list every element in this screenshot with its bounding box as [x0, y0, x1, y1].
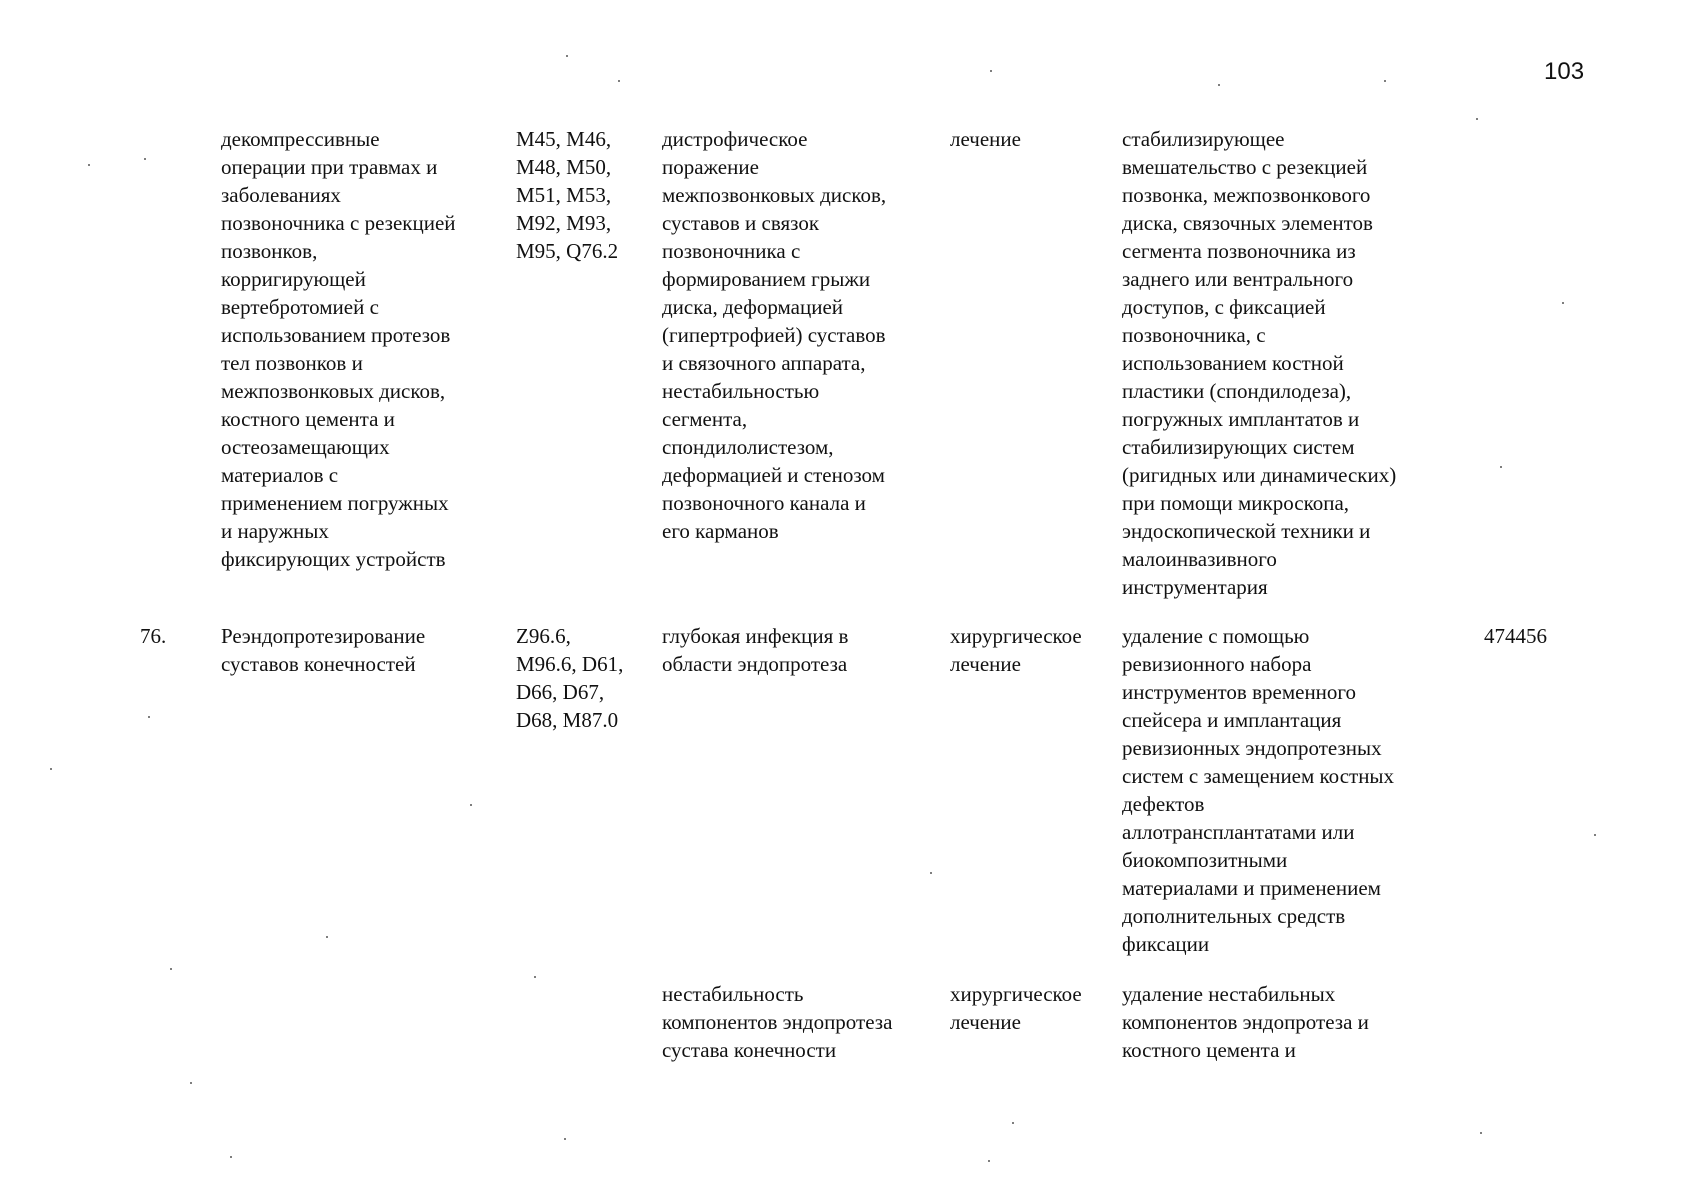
- scan-speck: [1012, 1122, 1014, 1124]
- scan-speck: [564, 1138, 566, 1140]
- scan-speck: [566, 55, 568, 57]
- icd-codes: M45, M46, M48, M50, M51, M53, M92, M93, M95, Q76.2: [516, 127, 619, 263]
- scan-speck: [1562, 302, 1564, 304]
- patient-model: дистрофическое поражение межпозвонковых дисков, суставов и связок позвоночника с формированием грыжи диска, деформацией (гипертрофией) суставов и связочного аппарата, нестабильностью сегмента, спондилолистезом, деформацией и стенозом позвоночного канала и его карманов: [662, 127, 887, 543]
- page-number: 103: [1544, 58, 1585, 85]
- treatment-method: удаление нестабильных компонентов эндопротеза и костного цемента и: [1122, 982, 1369, 1062]
- scan-speck: [170, 968, 172, 970]
- scan-speck: [148, 716, 150, 718]
- scan-speck: [1218, 84, 1220, 86]
- scan-speck: [326, 936, 328, 938]
- scan-speck: [534, 976, 536, 978]
- scan-speck: [930, 872, 932, 874]
- scan-speck: [50, 768, 52, 770]
- scan-speck: [1476, 118, 1478, 120]
- patient-model: нестабильность компонентов эндопротеза сустава конечности: [662, 982, 893, 1062]
- scan-speck: [230, 1156, 232, 1158]
- scan-speck: [1500, 466, 1502, 468]
- scan-speck: [1594, 834, 1596, 836]
- scan-speck: [990, 70, 992, 72]
- scan-speck: [618, 80, 620, 82]
- scan-speck: [190, 1082, 192, 1084]
- cost-value: 474456: [1484, 624, 1547, 648]
- scan-speck: [988, 1160, 990, 1162]
- treatment-method: стабилизирующее вмешательство с резекцией позвонка, межпозвонкового диска, связочных элементов сегмента позвоночника из заднего или вентрального доступов, с фиксацией позвоночника, с использованием костной пластики (спондилодеза), погружных имплантатов и стабилизирующих систем (ригидных или динамических) при помощи микроскопа, эндоскопической техники и малоинвазивного инструментария: [1122, 127, 1397, 599]
- treatment-type: лечение: [950, 127, 1021, 151]
- intervention-name: Реэндопротезирование суставов конечностей: [221, 624, 426, 676]
- treatment-type: хирургическое лечение: [950, 982, 1082, 1034]
- scan-speck: [1480, 1132, 1482, 1134]
- intervention-name: декомпрессивные операции при травмах и заболеваниях позвоночника с резекцией позвонков, корригирующей вертебротомией с использованием протезов тел позвонков и межпозвонковых дисков, костного цемента и остеозамещающих материалов с применением погружных и наружных фиксирующих устройств: [221, 127, 456, 571]
- scan-speck: [470, 804, 472, 806]
- row-number: 76.: [140, 624, 167, 648]
- scan-speck: [88, 164, 90, 166]
- treatment-type: хирургическое лечение: [950, 624, 1082, 676]
- treatment-method: удаление с помощью ревизионного набора инструментов временного спейсера и имплантация ревизионных эндопротезных систем с замещением костных дефектов аллотрансплантатами или биокомпозитными материалами и применением дополнительных средств фиксации: [1122, 624, 1395, 956]
- icd-codes: Z96.6, M96.6, D61, D66, D67, D68, M87.0: [516, 624, 624, 732]
- patient-model: глубокая инфекция в области эндопротеза: [662, 624, 849, 676]
- scan-speck: [1384, 80, 1386, 82]
- scan-speck: [144, 158, 146, 160]
